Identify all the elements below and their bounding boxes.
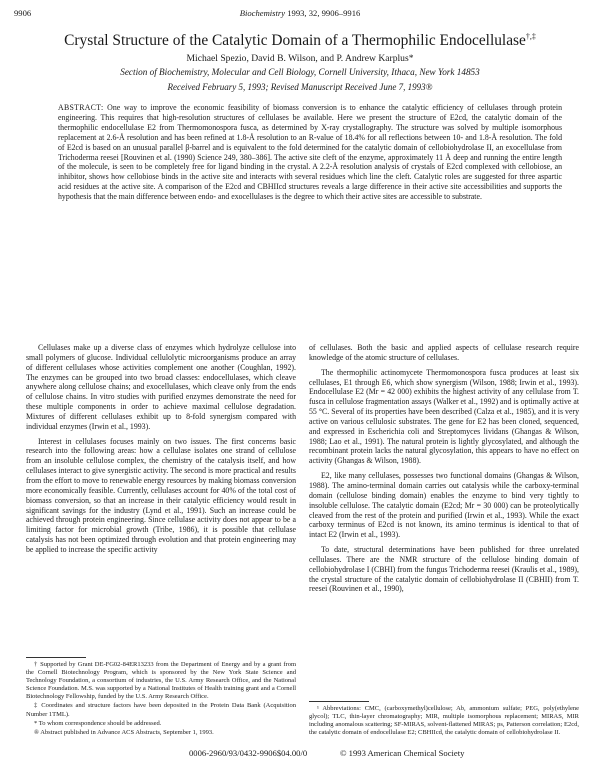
footnote-rule	[26, 657, 86, 658]
right-footnotes	[309, 705, 579, 738]
journal-name: Biochemistry	[239, 8, 286, 18]
left-footnotes	[26, 661, 296, 738]
title-footnote-marks: †,‡	[525, 32, 536, 41]
footnote: † Supported by Grant DE-FG02-84ER13233 from the Department of Energy and by a grant from the Cornell Biotechnology Program, which is sponsored by the New York State Science and Technology Foundation, a consortium of industries, the U.S. Army Research Office, and the National Science Foundation. M.S. was supported by a National Institutes of Health training grant and a Cornell Biotechnology Fellowship, funded by the U.S. Army Research Office.	[26, 661, 296, 701]
abstract	[58, 103, 562, 202]
body-paragraph: Cellulases make up a diverse class of enzymes which hydrolyze cellulose into small polymers of glucose. Individual cellulolytic microorganisms produce an array of different cellulases whose activities complement one another (Coughlan, 1992). The enzymes can be grouped into two broad classes: endocellulases, which cleave anywhere along cellulose chains; and exocellulases, which cleave only from the ends of cellulose chains. In vitro studies with purified enzymes demonstrate the need for these multiple components in order to achieve maximal cellulose degradation. Mixtures of different cellulases exhibit up to 8-fold synergism compared with individual enzymes (Irwin et al., 1993).	[26, 343, 296, 431]
footnote: ® Abstract published in Advance ACS Abstracts, September 1, 1993.	[34, 728, 214, 736]
body-paragraph: The thermophilic actinomycete Thermomonospora fusca produces at least six cellulases, E1 through E6, which show synergism (Wilson, 1988; Irwin et al., 1993). Endocellulase E2 (Mr = 42 000) exhibits the highest activity of any cellulase from T. fusca in cellulose fragmentation assays (Walker et al., 1992) and is optimally active at 55 °C. Several of its properties have been described (Calza et al., 1985), and it is very active on various cellulosic substrates. The gene for E2 has been cloned, sequenced, and expressed in Escherichia coli and Streptomyces lividans (Ghangas & Wilson, 1988; Lao et al., 1991). The natural protein is lightly glycosylated, and although the recombinant protein lacks the natural glycosylation, this appears to have no effect on activity (Ghangas & Wilson, 1988).	[309, 367, 579, 466]
abstract-text: One way to improve the economic feasibility of biomass conversion is to enhance the catalytic efficiency of cellulases through protein engineering. This requires that high-resolution structures of cellulases be available. Here we present the structure of E2cd, the catalytic domain of the thermophilic endocellulase E2 from Thermomonospora fusca, as determined by X-ray crystallography. The structure was solved by multiple isomorphous replacement at 2.6-Å resolution and has been refined at 1.8-Å resolution to an R-value of 18.4% for all reflections between 10- and 1.8-Å resolution. The fold of E2cd is based on an unusual parallel β-barrel and is equivalent to the fold determined for the catalytic domain of cellobiohydrolase II, an exocellulase from Trichoderma reesei [Rouvinen et al. (1990) Science 249, 380–386]. The active site cleft of the enzyme, approximately 11 Å deep and running the entire length of the molecule, is seen to be completely free for ligand binding in the crystal. A 2.2-Å resolution analysis of crystals of E2cd complexed with cellobiose, an inhibitor, shows how cellobiose binds in the active site and interacts with several residues which line the cleft. Catalytic roles are suggested for three aspartic acid residues at the active site. A comparison of the E2cd and CBHIIcd structures reveals a large difference in their active site accessibilities and supports the hypothesis that the main difference between endo- and exocellulases is the degree to which their active sites are accessible to substrate.	[58, 103, 562, 202]
author-list: Michael Spezio, David B. Wilson, and P. Andrew Karplus*	[186, 53, 414, 64]
article-title	[20, 28, 580, 50]
title-text: Crystal Structure of the Catalytic Domain of a Thermophilic Endocellulase	[64, 32, 526, 50]
affiliation: Section of Biochemistry, Molecular and Cell Biology, Cornell University, Ithaca, New York 14853	[120, 67, 480, 77]
body-paragraph: To date, structural determinations have been published for three unrelated cellulases. There are the NMR structure of the cellulose binding domain of cellobiohydrolase I (CBHI) from the fungus Trichoderma reesei (Kraulis et al., 1989), the crystal structure of the catalytic domain of cellobiohydrolase II (CBHII) from T. reesei (Rouvinen et al., 1990),	[309, 545, 579, 594]
running-header	[14, 8, 586, 20]
body-paragraph: of cellulases. Both the basic and applied aspects of cellulase research require knowledge of the atomic structure of cellulases.	[309, 343, 579, 362]
right-column	[309, 343, 579, 599]
received-dates: Received February 5, 1993; Revised Manuscript Received June 7, 1993®	[167, 82, 433, 92]
footnote: ‡ Coordinates and structure factors have been deposited in the Protein Data Bank (Acquisition Number 1TML).	[26, 702, 296, 718]
journal-citation	[14, 8, 586, 18]
footnote-rule	[309, 701, 369, 702]
page-number: 9906	[14, 8, 32, 18]
copyright: © 1993 American Chemical Society	[340, 748, 465, 758]
footnote: * To whom correspondence should be addressed.	[34, 719, 162, 727]
body-paragraph: Interest in cellulases focuses mainly on two issues. The first concerns basic research into the following areas: how a cellulase isolates one strand of cellulose from an insoluble cellulose complex, the chemistry of the catalysis itself, and how cellulases interact to give synergistic activity. The second is more practical and results from the effort to move to renewable energy resources by making biomass conversion more economically feasible. Currently, cellulases account for 40% of the total cost of biomass conversion, so that an increase in their catalytic efficiency would result in significant savings for the industry (Lynd et al., 1991). Such an increase could be achieved through protein engineering. Since cellulase activity does not appear to be a limiting factor for microbial growth (Tribe, 1986), it is possible that cellulase catalysis has not been optimized through evolution and that protein engineering may be applied to increase the specific activity	[26, 436, 296, 554]
body-paragraph: E2, like many cellulases, possesses two functional domains (Ghangas & Wilson, 1988). The amino-terminal domain carries out catalysis while the carboxy-terminal domain (cellulose binding domain) enables the enzyme to bind very tightly to insoluble cellulose. The catalytic domain (E2cd; Mr = 30 000) can be proteolytically cleaved from the rest of the protein and purified (Irwin et al., 1993). While the exact carboxy terminus of E2cd is not known, its amino terminus is identical to that of intact E2 (Irwin et al., 1993).	[309, 471, 579, 540]
publication-id: 0006-2960/93/0432-9906$04.00/0	[189, 748, 308, 758]
left-column	[26, 343, 296, 560]
citation-details: 1993, 32, 9906–9916	[287, 8, 361, 18]
abstract-label: ABSTRACT:	[58, 103, 104, 112]
page-footer	[14, 748, 586, 760]
footnote: ¹ Abbreviations: CMC, (carboxymethyl)cellulose; Ab, ammonium sulfate; PEG, poly(ethylene glycol); TLC, thin-layer chromatography; MIR, multiple isomorphous replacement; MIRAS, MIR including anomalous scattering; SF-MIRAS, solvent-flattened MIRAS; ps, Patterson correlation; E2cd, the catalytic domain of endocellulase E2; CBHIIcd, the catalytic domain of cellobiohydrolase II.	[309, 705, 579, 737]
